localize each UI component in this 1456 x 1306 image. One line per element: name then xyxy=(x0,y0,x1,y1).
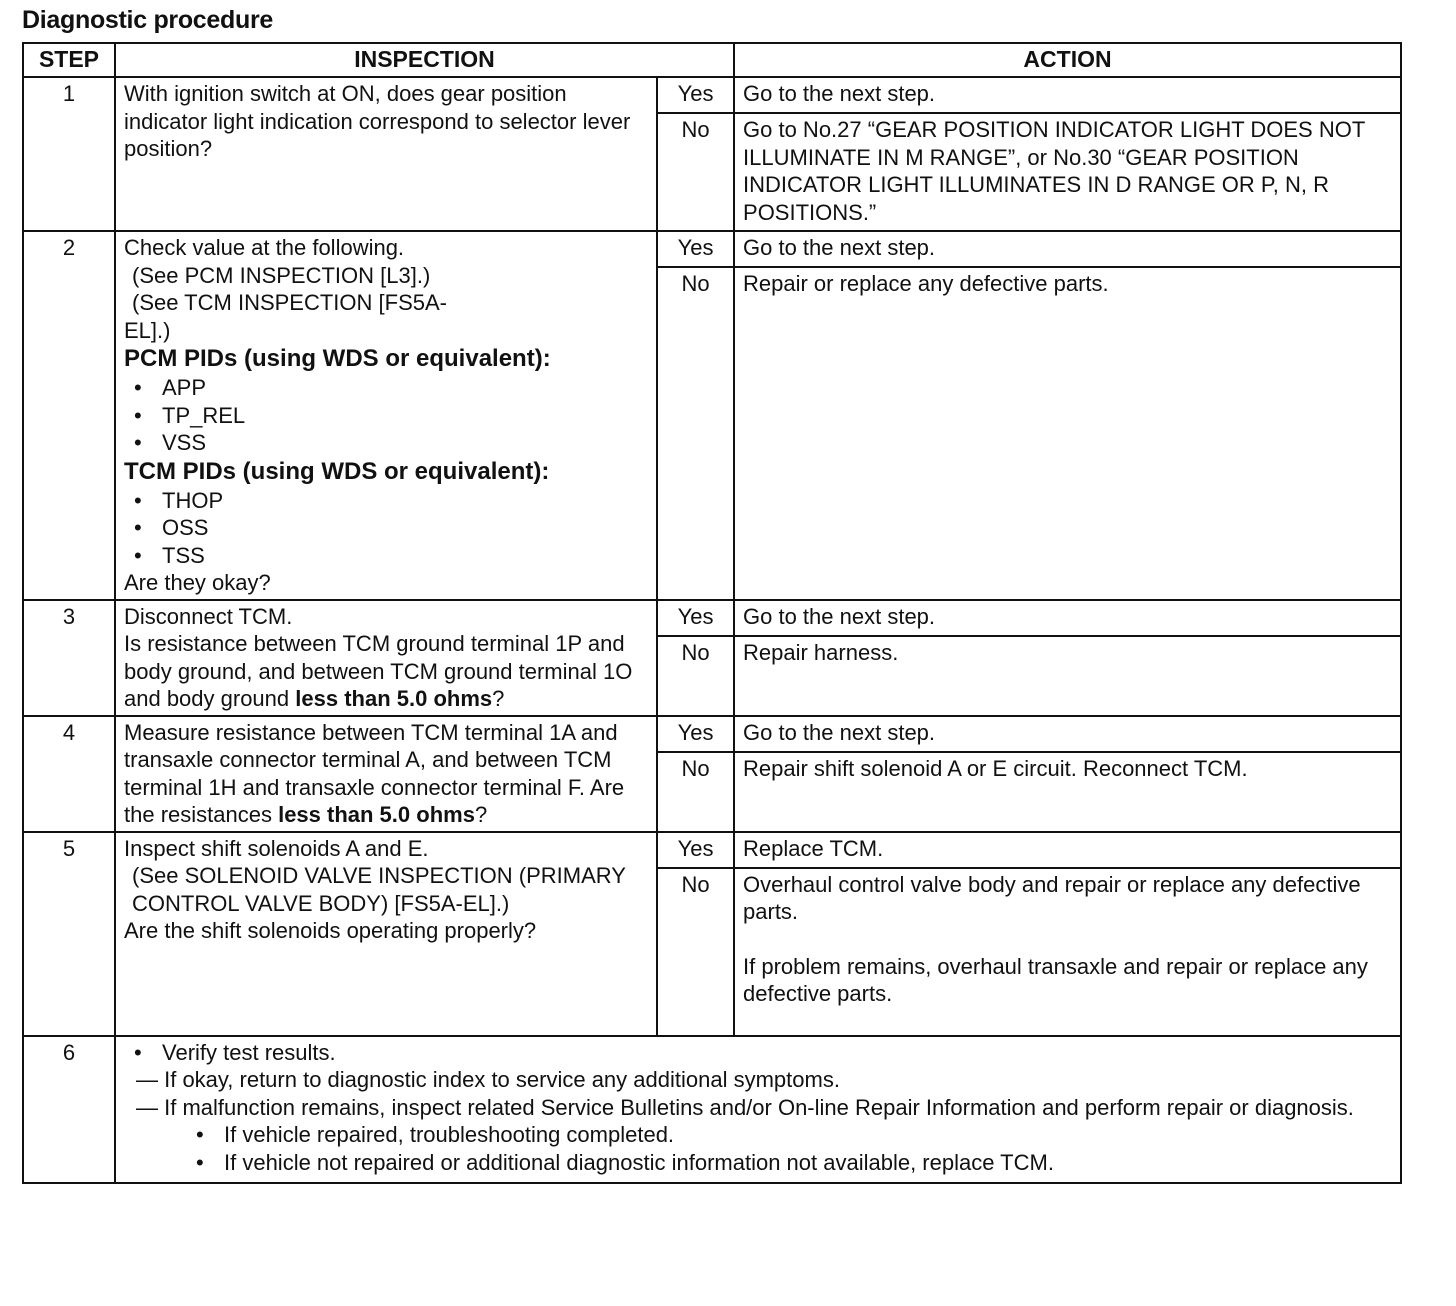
list-item: • TP_REL xyxy=(124,402,648,430)
inspection-cell xyxy=(115,832,657,1036)
no-label: No xyxy=(657,267,734,600)
inspection-text-end: ? xyxy=(474,802,488,827)
list-item: • APP xyxy=(124,374,648,402)
inspection-reference: (See TCM INSPECTION [FS5A- xyxy=(132,290,447,315)
inspection-text: Inspect shift solenoids A and E. xyxy=(124,835,429,861)
no-action: Repair shift solenoid A or E circuit. Reconnect TCM. xyxy=(734,752,1401,832)
step-number: 6 xyxy=(23,1036,115,1184)
yes-action: Replace TCM. xyxy=(734,832,1401,868)
no-label: No xyxy=(657,752,734,832)
yes-action: Go to the next step. xyxy=(734,77,1401,113)
list-item: • If vehicle repaired, troubleshooting completed. xyxy=(124,1121,1392,1149)
table-row xyxy=(23,600,1401,636)
yes-label: Yes xyxy=(657,600,734,636)
yes-action: Go to the next step. xyxy=(734,231,1401,267)
inspection-cell xyxy=(115,231,657,600)
no-label: No xyxy=(657,636,734,716)
table-row xyxy=(23,77,1401,113)
step-number: 5 xyxy=(23,832,115,1036)
inspection-reference: (See SOLENOID VALVE INSPECTION (PRIMARY CONTROL VALVE BODY) [FS5A-EL].) xyxy=(132,863,626,916)
pcm-pids-heading: PCM PIDs (using WDS or equivalent): xyxy=(124,345,551,372)
no-action: Repair harness. xyxy=(734,636,1401,716)
no-action: Repair or replace any defective parts. xyxy=(734,267,1401,600)
inspection-reference: EL].) xyxy=(124,317,171,343)
list-item: • VSS xyxy=(124,429,648,457)
inspection-threshold: less than 5.0 ohms xyxy=(278,802,475,827)
header-action: ACTION xyxy=(734,43,1401,77)
final-step-cell xyxy=(115,1036,1401,1184)
inspection-question: Are they okay? xyxy=(124,570,271,595)
list-item: — If okay, return to diagnostic index to service any additional symptoms. xyxy=(136,1067,840,1092)
inspection-threshold: less than 5.0 ohms xyxy=(295,686,493,711)
list-item: • OSS xyxy=(124,514,648,542)
inspection-text: With ignition switch at ON, does gear position indicator light indication correspond to selector lever position? xyxy=(124,81,631,161)
no-label: No xyxy=(657,868,734,1036)
yes-label: Yes xyxy=(657,832,734,868)
list-item: • Verify test results. xyxy=(124,1039,1392,1067)
inspection-cell xyxy=(115,600,657,716)
yes-action: Go to the next step. xyxy=(734,600,1401,636)
yes-label: Yes xyxy=(657,231,734,267)
yes-label: Yes xyxy=(657,716,734,752)
page-title: Diagnostic procedure xyxy=(22,6,273,34)
header-inspection: INSPECTION xyxy=(115,43,734,77)
step-number: 3 xyxy=(23,600,115,716)
step-number: 1 xyxy=(23,77,115,231)
table-row xyxy=(23,1036,1401,1184)
inspection-text: Check value at the following. xyxy=(124,235,405,260)
table-row xyxy=(23,231,1401,267)
inspection-reference: (See PCM INSPECTION [L3].) xyxy=(132,262,431,288)
diagnostic-table xyxy=(22,42,1402,1184)
table-header-row xyxy=(23,43,1401,77)
no-action: Go to No.27 “GEAR POSITION INDICATOR LIGHT DOES NOT ILLUMINATE IN M RANGE”, or No.30 “GEAR POSITION INDICATOR LIGHT ILLUMINATES IN D RANGE OR P, N, R POSITIONS.” xyxy=(734,113,1401,231)
step-number: 4 xyxy=(23,716,115,832)
table-row xyxy=(23,832,1401,868)
header-step: STEP xyxy=(23,43,115,77)
inspection-text: Disconnect TCM. xyxy=(124,603,293,629)
yes-label: Yes xyxy=(657,77,734,113)
list-item: • THOP xyxy=(124,487,648,515)
step-number: 2 xyxy=(23,231,115,600)
table-row xyxy=(23,716,1401,752)
inspection-cell xyxy=(115,716,657,832)
no-label: No xyxy=(657,113,734,231)
list-item: — If malfunction remains, inspect related Service Bulletins and/or On-line Repair Information and perform repair or diagnosis. xyxy=(136,1094,1354,1120)
list-item: • TSS xyxy=(124,542,648,570)
inspection-cell xyxy=(115,77,657,231)
inspection-text: Is resistance between TCM ground terminal 1P and body ground, and between TCM ground terminal 1O and body ground xyxy=(124,631,633,711)
inspection-text-end: ? xyxy=(492,686,505,711)
tcm-pids-heading: TCM PIDs (using WDS or equivalent): xyxy=(124,457,550,485)
no-action-text: Overhaul control valve body and repair or replace any defective parts. xyxy=(743,871,1361,924)
list-item: • If vehicle not repaired or additional diagnostic information not available, replace TCM. xyxy=(124,1149,1392,1177)
yes-action: Go to the next step. xyxy=(734,716,1401,752)
inspection-question: Are the shift solenoids operating properly? xyxy=(124,918,537,943)
inspection-text: Measure resistance between TCM terminal 1A and transaxle connector terminal A, and between TCM terminal 1H and transaxle connector terminal F. Are the resistances xyxy=(124,719,625,827)
no-action-text: If problem remains, overhaul transaxle and repair or replace any defective parts. xyxy=(743,953,1368,1006)
no-action xyxy=(734,868,1401,1036)
